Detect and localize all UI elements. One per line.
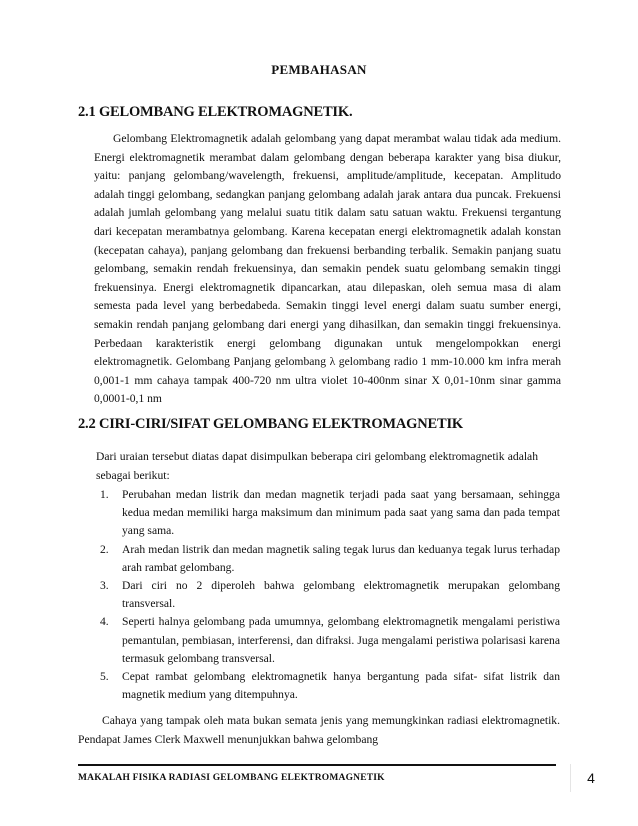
page-title: PEMBAHASAN xyxy=(271,62,367,77)
closing-paragraph: Cahaya yang tampak oleh mata bukan semata jenis yang memungkinkan radiasi elektromagnetik. Pendapat James Clerk Maxwell menunjukkan bahwa gelombang xyxy=(78,714,560,746)
list-item-number: 4. xyxy=(100,615,109,629)
list-item-number: 5. xyxy=(100,670,109,684)
list-item xyxy=(100,486,560,541)
list-item xyxy=(100,541,560,577)
list-item xyxy=(100,613,560,668)
page-number: 4 xyxy=(587,770,595,786)
list-item-text: Cepat rambat gelombang elektromagnetik hanya bergantung pada sifat- sifat listrik dan magnetik medium yang ditempuhnya. xyxy=(122,670,560,702)
list-item-text: Dari ciri no 2 diperoleh bahwa gelombang elektromagnetik merupakan gelombang transversal. xyxy=(122,579,560,611)
section-heading-ciri-ciri: 2.2 CIRI-CIRI/SIFAT GELOMBANG ELEKTROMAGNETIK xyxy=(78,416,463,432)
list-item xyxy=(100,577,560,613)
list-intro: Dari uraian tersebut diatas dapat disimpulkan beberapa ciri gelombang elektromagnetik adalah sebagai berikut: xyxy=(96,450,538,482)
footer-title: MAKALAH FISIKA RADIASI GELOMBANG ELEKTROMAGNETIK xyxy=(78,773,385,783)
list-item-text: Arah medan listrik dan medan magnetik saling tegak lurus dan keduanya tegak lurus terhadap arah rambat gelombang. xyxy=(122,542,560,574)
section-paragraph: Gelombang Elektromagnetik adalah gelombang yang dapat merambat walau tidak ada medium. Energi elektromagnetik merambat dalam gelombang dengan beberapa karakter yang bisa diukur, yaitu: panjang gelombang/wavelength, frekuensi, amplitude/amplitude, kecepatan. Amplitudo adalah tinggi gelombang, sedangkan panjang gelombang adalah jarak antara dua puncak. Frekuensi adalah jumlah gelombang yang melalui suatu titik dalam satu satuan waktu. Frekuensi tergantung dari kecepatan merambatnya gelombang. Karena kecepatan energi elektromagnetik adalah konstan (kecepatan cahaya), panjang gelombang dan frekuensi berbanding terbalik. Semakin panjang suatu gelombang, semakin rendah frekuensinya, dan semakin pendek suatu gelombang semakin tinggi frekuensinya. Energi elektromagnetik dipancarkan, atau dilepaskan, oleh semua masa di alam semesta pada level yang berbedabeda. Semakin tinggi level energi dalam suatu sumber energi, semakin rendah panjang gelombang dari energi yang dihasilkan, dan semakin tinggi frekuensinya. Perbedaan karakteristik energi gelombang digunakan untuk mengelompokkan energi elektromagnetik. Gelombang Panjang gelombang λ gelombang radio 1 mm-10.000 km infra merah 0,001-1 mm cahaya tampak 400-720 nm ultra violet 10-400nm sinar X 0,01-10nm sinar gamma 0,0001-0,1 nm xyxy=(94,132,561,406)
list-item xyxy=(100,668,560,704)
list-item-text: Perubahan medan listrik dan medan magnetik terjadi pada saat yang bersamaan, sehingga kedua medan memiliki harga maksimum dan minimum pada saat yang sama dan pada tempat yang sama. xyxy=(122,488,560,538)
characteristics-list xyxy=(100,486,560,704)
footer-divider xyxy=(78,764,556,766)
list-item-number: 2. xyxy=(100,542,109,556)
list-item-number: 1. xyxy=(100,488,109,501)
list-item-text: Seperti halnya gelombang pada umumnya, gelombang elektromagnetik mengalami peristiwa pemantulan, pembiasan, interferensi, dan difraksi. Juga mengalami peristiwa polarisasi karena termasuk gelombang transversal. xyxy=(122,615,560,665)
section-heading-gelombang-elektromagnetik: 2.1 GELOMBANG ELEKTROMAGNETIK. xyxy=(78,104,353,120)
list-item-number: 3. xyxy=(100,579,109,593)
